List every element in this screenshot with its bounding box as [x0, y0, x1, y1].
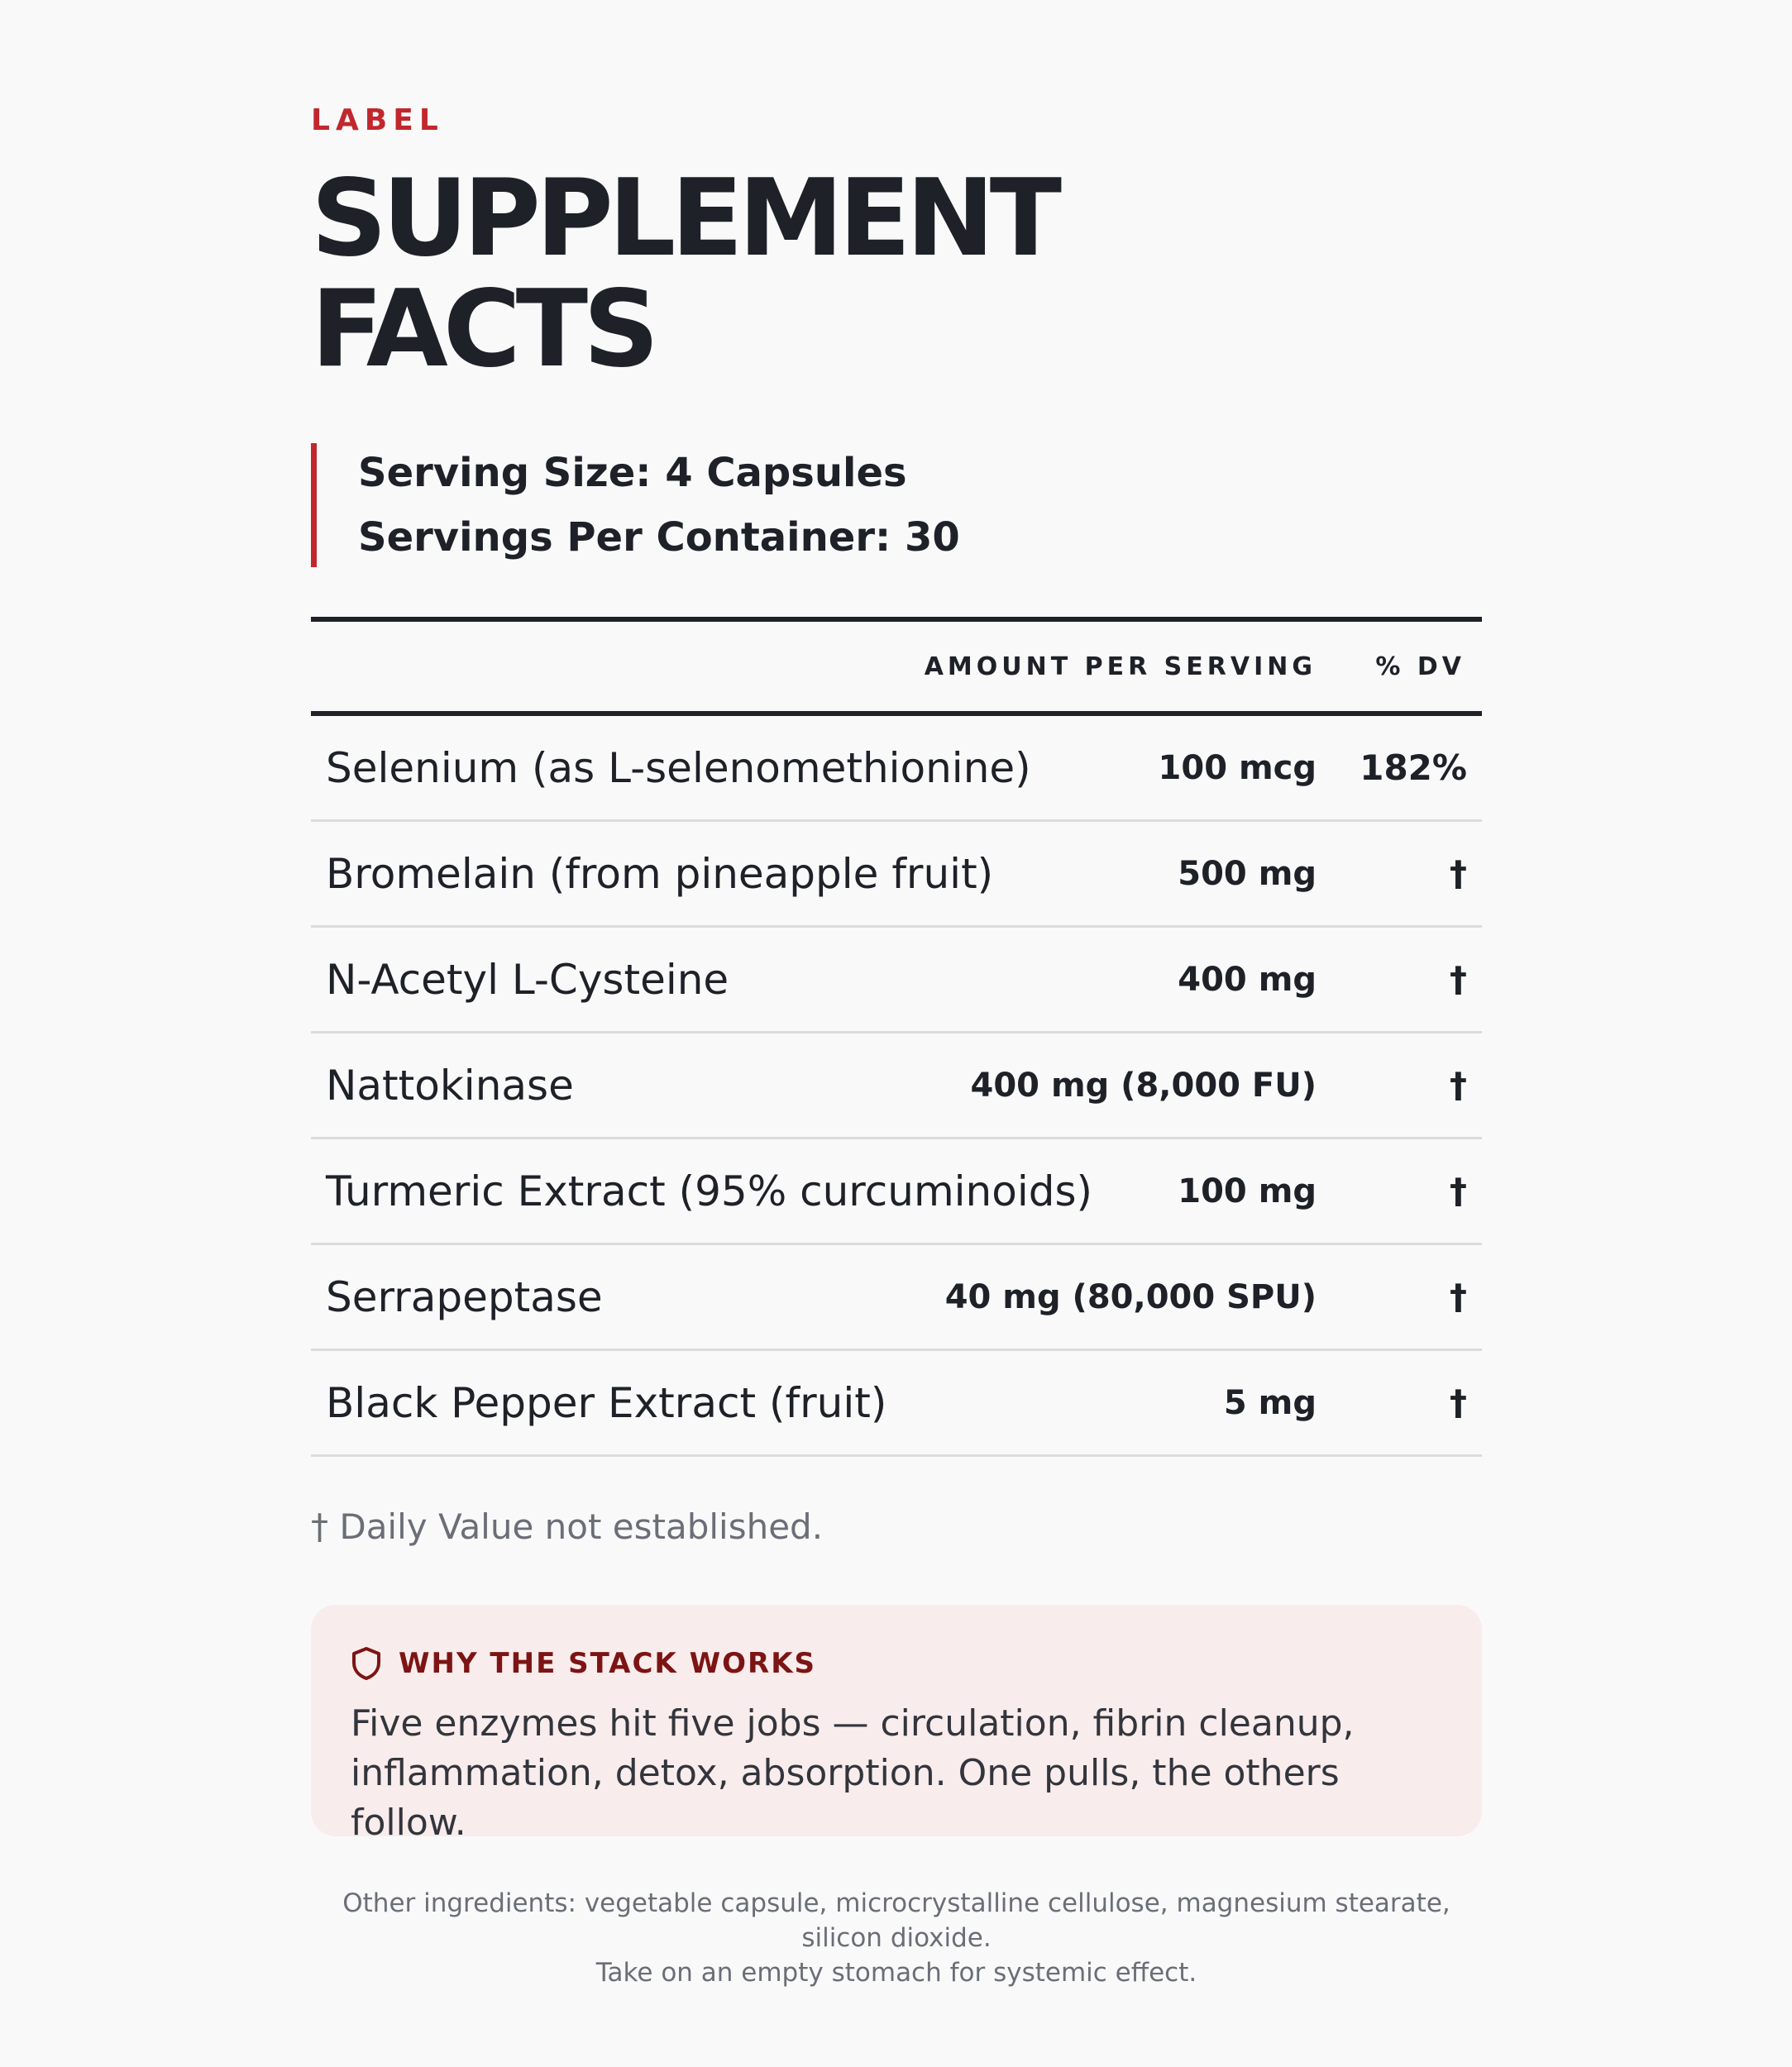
ingredient-name: N-Acetyl L-Cysteine — [326, 955, 729, 1004]
ingredient-amount: 400 mg (8,000 FU) — [970, 1066, 1317, 1105]
table-row — [311, 1139, 1482, 1245]
ingredient-amount: 100 mcg — [1158, 748, 1317, 787]
ingredient-amount: 5 mg — [1223, 1383, 1317, 1422]
table-row — [311, 822, 1482, 928]
serving-info — [311, 443, 1482, 567]
callout-heading: WHY THE STACK WORKS — [399, 1647, 817, 1680]
ingredient-dv: † — [1450, 1065, 1467, 1105]
shield-icon — [351, 1646, 382, 1681]
ingredient-name: Turmeric Extract (95% curcuminoids) — [326, 1167, 1093, 1215]
ingredient-amount: 100 mg — [1178, 1172, 1317, 1210]
table-header — [311, 622, 1482, 716]
table-row — [311, 716, 1482, 822]
callout-body: Five enzymes hit five jobs — circulation, fibrin cleanup, inflammation, detox, absorption. One pulls, the others follow. — [351, 1702, 1355, 1844]
ingredient-name: Nattokinase — [326, 1061, 574, 1110]
ingredient-dv: 182% — [1360, 747, 1467, 788]
why-stack-works-callout — [311, 1605, 1482, 1844]
ingredient-name: Serrapeptase — [326, 1272, 603, 1321]
column-header-dv: % DV — [1375, 652, 1465, 681]
ingredient-dv: † — [1450, 959, 1467, 1000]
serving-size: Serving Size: 4 Capsules — [358, 450, 907, 496]
facts-table — [311, 617, 1482, 1457]
eyebrow-label: LABEL — [311, 103, 444, 137]
table-row — [311, 1245, 1482, 1351]
page-title — [311, 157, 1482, 391]
ingredient-name: Selenium (as L-selenomethionine) — [326, 743, 1031, 792]
ingredient-dv: † — [1450, 1277, 1467, 1317]
supplement-facts-panel — [311, 103, 1482, 1990]
title-line-1: SUPPLEMENT — [311, 157, 1057, 280]
ingredient-name: Black Pepper Extract (fruit) — [326, 1378, 887, 1427]
ingredient-name: Bromelain (from pineapple fruit) — [326, 849, 994, 898]
title-line-2: FACTS — [311, 268, 655, 391]
ingredient-amount: 40 mg (80,000 SPU) — [944, 1277, 1317, 1316]
ingredient-dv: † — [1450, 1382, 1467, 1423]
table-row — [311, 928, 1482, 1034]
directions-text: Take on an empty stomach for systemic effect. — [595, 1958, 1197, 1988]
ingredient-dv: † — [1450, 853, 1467, 894]
table-row — [311, 1351, 1482, 1457]
other-ingredients-text: Other ingredients: vegetable capsule, microcrystalline cellulose, magnesium stearate, silicon dioxide. — [342, 1888, 1450, 1953]
ingredient-amount: 500 mg — [1178, 854, 1317, 893]
column-header-amount: AMOUNT PER SERVING — [924, 652, 1317, 681]
table-row — [311, 1034, 1482, 1139]
ingredient-dv: † — [1450, 1171, 1467, 1211]
dv-footnote: † Daily Value not established. — [311, 1506, 824, 1547]
other-ingredients — [311, 1886, 1482, 1990]
servings-per-container: Servings Per Container: 30 — [358, 514, 960, 561]
callout-header — [351, 1646, 1442, 1681]
ingredient-amount: 400 mg — [1178, 960, 1317, 999]
